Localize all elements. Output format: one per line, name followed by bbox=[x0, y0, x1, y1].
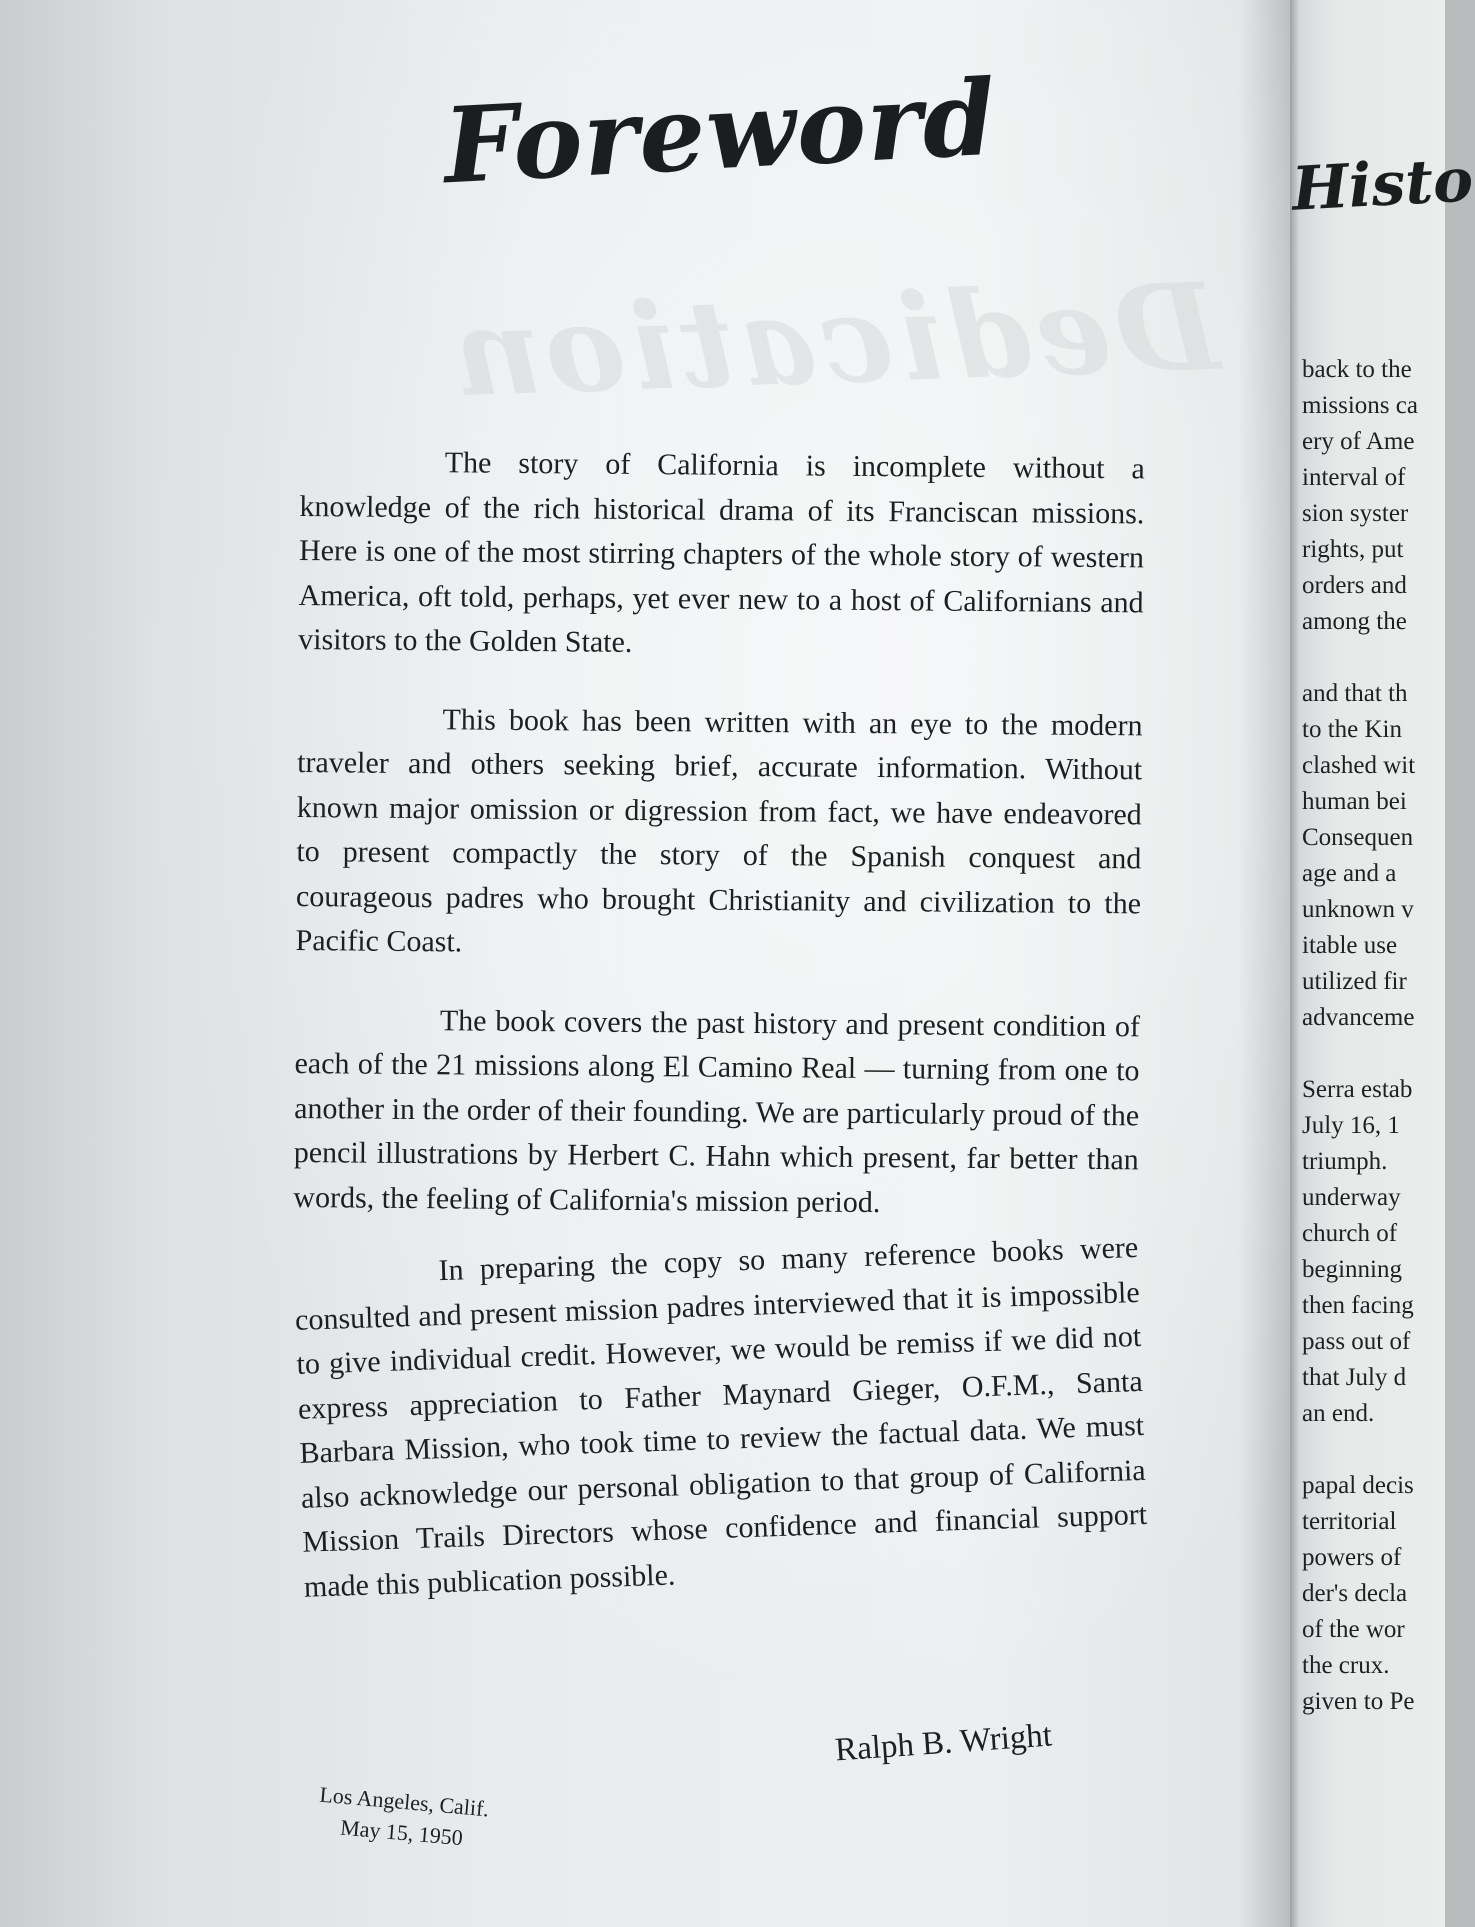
right-text-line: July 16, 1 bbox=[1302, 1112, 1400, 1139]
paragraph-2: This book has been written with an eye to the modern traveler and others seeking brief, accurate information. Without known major omission or digression from fact, we have endeavored to present compactly the story of the Spanish conquest and courageous padres who brought Christianity and civilization to the Pacific Coast. bbox=[295, 702, 1143, 959]
right-text-line bbox=[1302, 640, 1418, 676]
right-text-line: human bei bbox=[1302, 788, 1407, 815]
right-page-title: Histo bbox=[1290, 145, 1475, 225]
right-text-line bbox=[1302, 1432, 1418, 1468]
author-signature: Ralph B. Wright bbox=[833, 1717, 1054, 1769]
foreword-body bbox=[289, 440, 1148, 1651]
date-line: May 15, 1950 bbox=[339, 1814, 464, 1851]
right-text-line: territorial bbox=[1302, 1508, 1397, 1535]
right-text-line: given to Pe bbox=[1302, 1688, 1415, 1715]
right-text-line: der's decla bbox=[1302, 1580, 1408, 1607]
paragraph-1: The story of California is incomplete without a knowledge of the rich historical drama of its Franciscan missions. Here is one of the most stirring chapters of the whole story of western America, oft told, perhaps, yet ever new to a host of Californians and visitors to the Golden State. bbox=[298, 446, 1145, 659]
right-text-line bbox=[1302, 1036, 1418, 1072]
right-text-line: the crux. bbox=[1302, 1652, 1390, 1679]
right-text-line: interval of bbox=[1302, 464, 1406, 491]
right-text-line: pass out of bbox=[1302, 1328, 1411, 1355]
right-text-line: utilized fir bbox=[1302, 968, 1407, 995]
right-text-line: itable use bbox=[1302, 932, 1398, 959]
right-text-line: that July d bbox=[1302, 1364, 1407, 1391]
right-text-line: back to the bbox=[1302, 356, 1412, 383]
right-text-line: ery of Ame bbox=[1302, 428, 1415, 455]
right-text-line: beginning bbox=[1302, 1256, 1402, 1283]
right-text-line: an end. bbox=[1302, 1400, 1375, 1427]
right-text-line: underway bbox=[1302, 1184, 1401, 1211]
right-page-text bbox=[1302, 352, 1418, 1720]
right-text-line: and that th bbox=[1302, 680, 1408, 707]
right-text-line: Serra estab bbox=[1302, 1076, 1413, 1103]
right-text-line: then facing bbox=[1302, 1292, 1414, 1319]
right-text-line: missions ca bbox=[1302, 392, 1418, 419]
paragraph-4: In preparing the copy so many reference books were consulted and present mission padres interviewed that it is impossible to give individual credit. However, we would be remiss if we did not express appreciation to Father Maynard Gieger, O.F.M., Santa Barbara Mission, who took time to review the factual data. We must also acknowledge our personal obligation to that group of California Mission Trails Directors whose confidence and financial support made this publication possible. bbox=[294, 1230, 1148, 1604]
right-text-line: among the bbox=[1302, 608, 1407, 635]
right-text-line: sion syster bbox=[1302, 500, 1409, 527]
right-text-line: powers of bbox=[1302, 1544, 1402, 1571]
page-title: Foreword bbox=[440, 55, 1000, 208]
right-text-line: to the Kin bbox=[1302, 716, 1402, 743]
right-text-line: Consequen bbox=[1302, 824, 1414, 851]
right-text-line: triumph. bbox=[1302, 1148, 1388, 1175]
paragraph-3: The book covers the past history and present condition of each of the 21 missions along El Camino Real — turning from one to another in the order of their founding. We are particularly proud of the pencil illustrations by Herbert C. Hahn which present, far better than words, the feeling of California's mission period. bbox=[293, 1003, 1141, 1219]
right-text-line: clashed wit bbox=[1302, 752, 1416, 779]
right-text-line: unknown v bbox=[1302, 896, 1414, 923]
right-text-line: advanceme bbox=[1302, 1004, 1415, 1031]
right-text-line: church of bbox=[1302, 1220, 1398, 1247]
right-text-line: orders and bbox=[1302, 572, 1407, 599]
place-and-date bbox=[316, 1779, 491, 1856]
right-text-line: papal decis bbox=[1302, 1472, 1414, 1499]
place-line: Los Angeles, Calif. bbox=[318, 1781, 490, 1822]
right-text-line: rights, put bbox=[1302, 536, 1404, 563]
bleed-through-title: Dedication bbox=[447, 256, 1222, 425]
right-text-line: age and a bbox=[1302, 860, 1397, 887]
right-text-line: of the wor bbox=[1302, 1616, 1405, 1643]
